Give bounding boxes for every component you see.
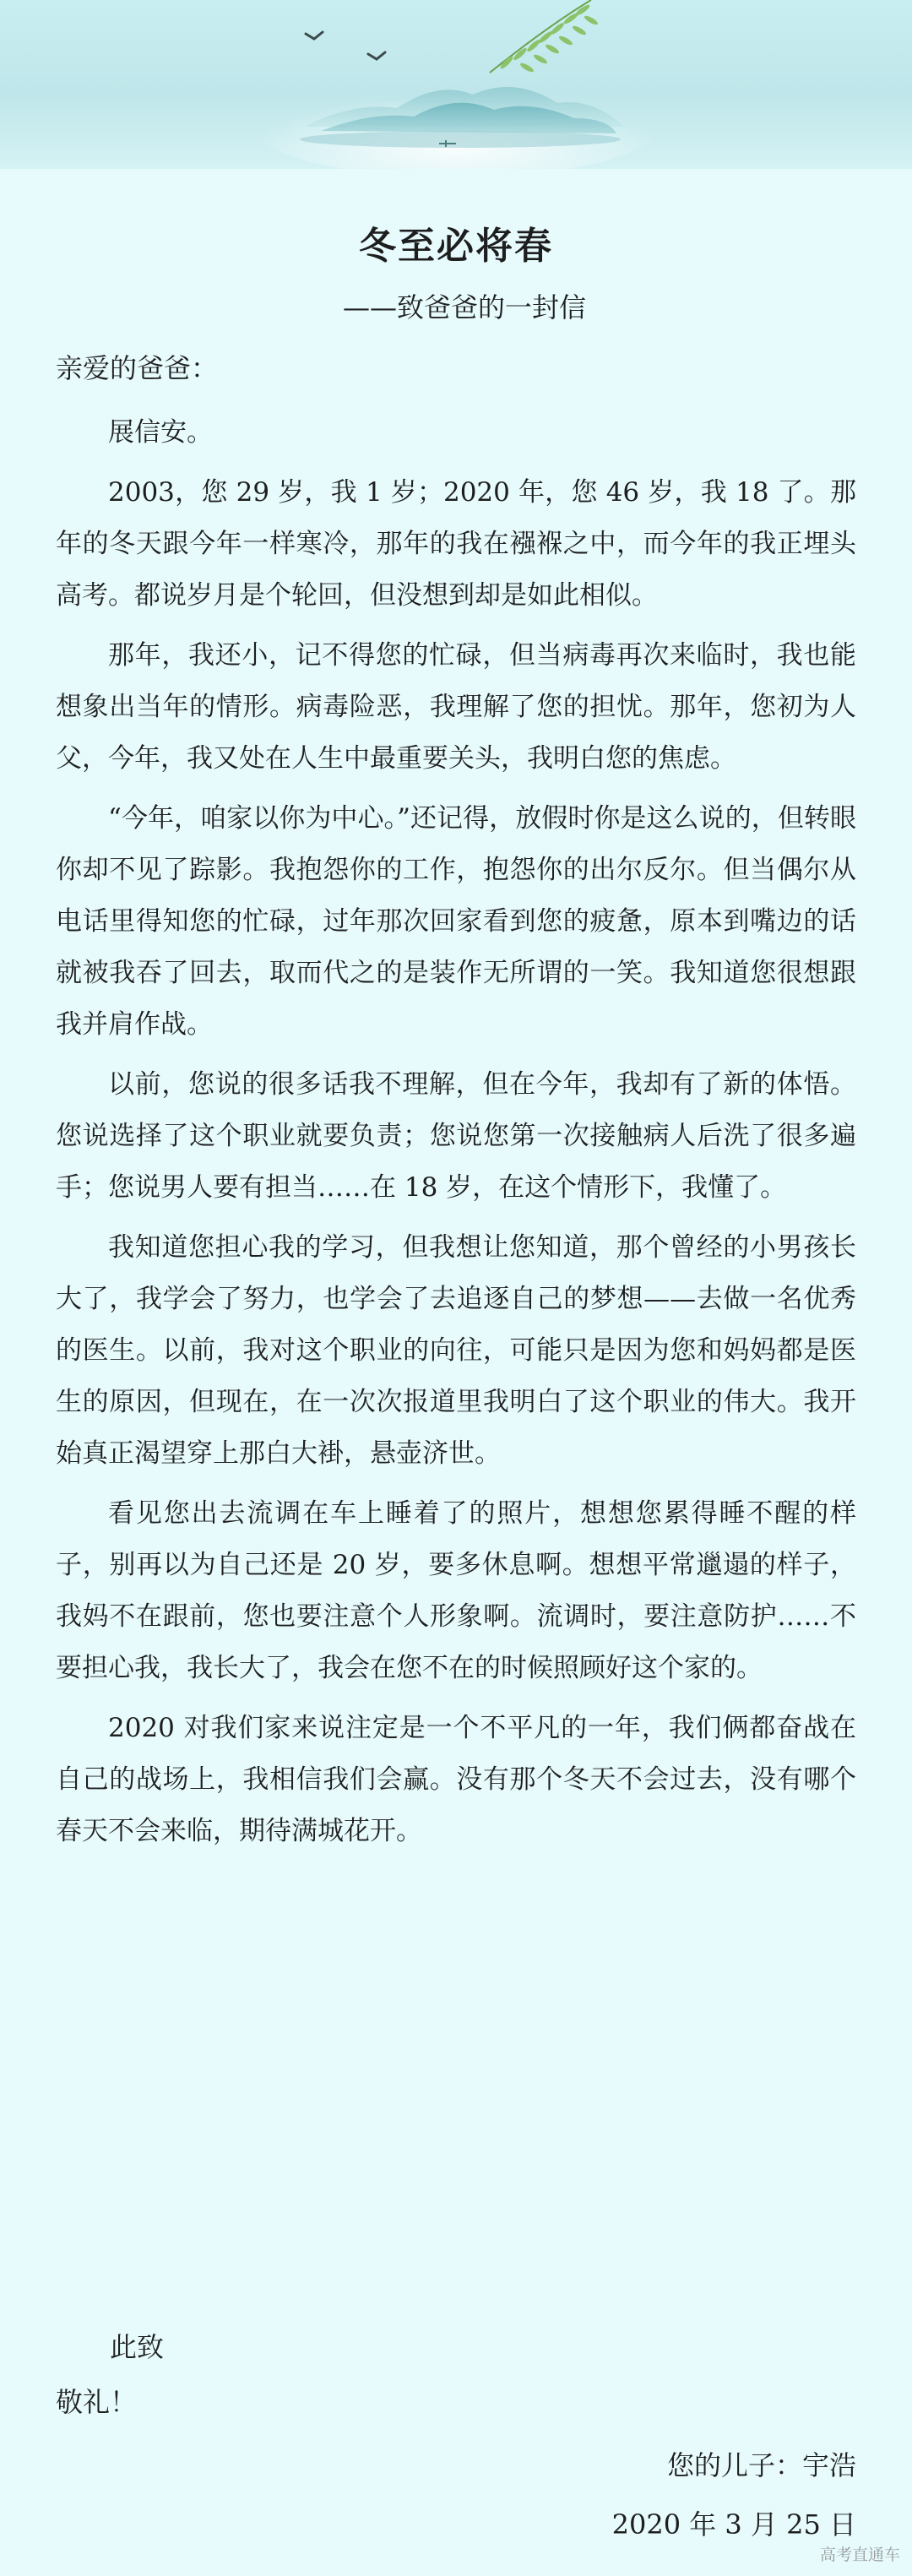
- letter-body: [56, 407, 856, 1866]
- paragraph: 展信安。: [108, 417, 213, 448]
- paragraph: 我知道您担心我的学习，但我想让您知道，那个曾经的小男孩长大了，我学会了努力，也学会了去追逐自己的梦想——去做一名优秀的医生。以前，我对这个职业的向往，可能只是因为您和妈妈都是医生的原因，但现在，在一次次报道里我明白了这个职业的伟大。我开始真正渴望穿上那白大褂，悬壶济世。: [56, 1232, 856, 1469]
- paragraph: 2003，您 29 岁，我 1 岁；2020 年，您 46 岁，我 18 了。那年的冬天跟今年一样寒冷，那年的我在襁褓之中，而今年的我正埋头高考。都说岁月是个轮回，但没想到却是如此相似。: [56, 477, 856, 611]
- letter-subtitle: ——致爸爸的一封信: [342, 291, 586, 323]
- paragraph: 看见您出去流调在车上睡着了的照片，想想您累得睡不醒的样子，别再以为自己还是 20 岁，要多休息啊。想想平常邋遢的样子，我妈不在跟前，您也要注意个人形象啊。流调时，要注意防护……不要担心我，我长大了，我会在您不在的时候照顾好这个家的。: [56, 1498, 856, 1683]
- regards: 敬礼！: [56, 2386, 138, 2418]
- signature: 您的儿子：宇浩: [666, 2449, 856, 2481]
- paragraph: 那年，我还小，记不得您的忙碌，但当病毒再次来临时，我也能想象出当年的情形。病毒险恶，我理解了您的担忧。那年，您初为人父，今年，我又处在人生中最重要关头，我明白您的焦虑。: [56, 640, 856, 774]
- paragraph: 以前，您说的很多话我不理解，但在今年，我却有了新的体悟。您说选择了这个职业就要负责；您说您第一次接触病人后洗了很多遍手；您说男人要有担当……在 18 岁，在这个情形下，我懂了。: [56, 1069, 856, 1203]
- letter-date: 2020 年 3 月 25 日: [611, 2508, 856, 2541]
- salutation: 亲爱的爸爸：: [56, 352, 219, 384]
- closing: 此致: [110, 2331, 165, 2363]
- paragraph: “今年，咱家以你为中心。”还记得，放假时你是这么说的，但转眼你却不见了踪影。我抱怨你的工作，抱怨你的出尔反尔。但当偶尔从电话里得知您的忙碌，过年那次回家看到您的疲惫，原本到嘴边的话就被我吞了回去，取而代之的是装作无所谓的一笑。我知道您很想跟我并肩作战。: [56, 803, 856, 1040]
- paragraph: 2020 对我们家来说注定是一个不平凡的一年，我们俩都奋战在自己的战场上，我相信我们会赢。没有那个冬天不会过去，没有哪个春天不会来临，期待满城花开。: [56, 1713, 856, 1846]
- letter-title: 冬至必将春: [359, 225, 553, 268]
- watermark: 高考直通车: [819, 2546, 900, 2564]
